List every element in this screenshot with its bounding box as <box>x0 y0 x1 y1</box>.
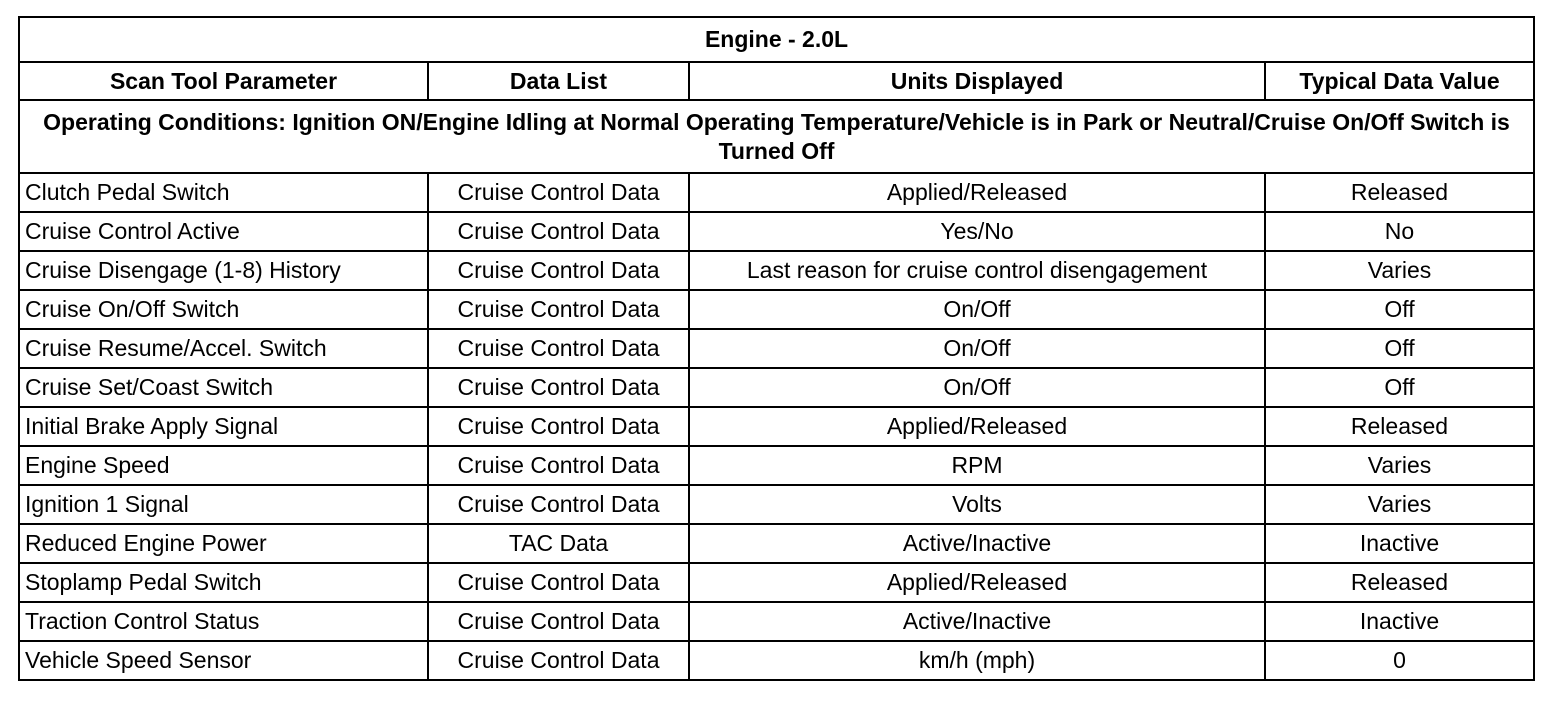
cell-parameter: Cruise Set/Coast Switch <box>19 368 428 407</box>
table-row <box>19 173 1534 212</box>
header-data-list: Data List <box>428 62 689 100</box>
cell-typical-value: Varies <box>1265 251 1534 290</box>
cell-units: Active/Inactive <box>689 602 1265 641</box>
cell-data-list: Cruise Control Data <box>428 368 689 407</box>
cell-data-list: Cruise Control Data <box>428 485 689 524</box>
cell-typical-value: Off <box>1265 368 1534 407</box>
operating-conditions-row <box>19 100 1534 173</box>
table-row <box>19 641 1534 680</box>
cell-units: On/Off <box>689 368 1265 407</box>
operating-conditions: Operating Conditions: Ignition ON/Engine Idling at Normal Operating Temperature/Vehicle is in Park or Neutral/Cruise On/Off Switch is Turned Off <box>19 100 1534 173</box>
cell-typical-value: Off <box>1265 290 1534 329</box>
cell-typical-value: No <box>1265 212 1534 251</box>
cell-units: Applied/Released <box>689 407 1265 446</box>
cell-typical-value: Released <box>1265 407 1534 446</box>
cell-parameter: Reduced Engine Power <box>19 524 428 563</box>
cell-data-list: Cruise Control Data <box>428 407 689 446</box>
cell-units: RPM <box>689 446 1265 485</box>
cell-parameter: Cruise Resume/Accel. Switch <box>19 329 428 368</box>
table-header-row <box>19 62 1534 100</box>
cell-typical-value: Released <box>1265 173 1534 212</box>
table-row <box>19 251 1534 290</box>
table-row <box>19 290 1534 329</box>
cell-parameter: Cruise Disengage (1-8) History <box>19 251 428 290</box>
cell-typical-value: Varies <box>1265 446 1534 485</box>
cell-typical-value: Released <box>1265 563 1534 602</box>
cell-units: Last reason for cruise control disengagement <box>689 251 1265 290</box>
scan-tool-data-document <box>18 16 1535 681</box>
header-scan-tool-parameter: Scan Tool Parameter <box>19 62 428 100</box>
cell-parameter: Clutch Pedal Switch <box>19 173 428 212</box>
cell-units: Applied/Released <box>689 173 1265 212</box>
cell-data-list: Cruise Control Data <box>428 602 689 641</box>
cell-parameter: Engine Speed <box>19 446 428 485</box>
cell-data-list: Cruise Control Data <box>428 212 689 251</box>
cell-typical-value: Varies <box>1265 485 1534 524</box>
table-row <box>19 446 1534 485</box>
cell-parameter: Traction Control Status <box>19 602 428 641</box>
scan-tool-data-table <box>18 16 1535 681</box>
cell-parameter: Cruise On/Off Switch <box>19 290 428 329</box>
cell-units: Applied/Released <box>689 563 1265 602</box>
cell-data-list: Cruise Control Data <box>428 173 689 212</box>
cell-data-list: Cruise Control Data <box>428 329 689 368</box>
cell-parameter: Stoplamp Pedal Switch <box>19 563 428 602</box>
cell-parameter: Vehicle Speed Sensor <box>19 641 428 680</box>
cell-units: On/Off <box>689 290 1265 329</box>
header-typical-data-value: Typical Data Value <box>1265 62 1534 100</box>
table-title: Engine - 2.0L <box>19 17 1534 62</box>
table-title-row <box>19 17 1534 62</box>
cell-data-list: Cruise Control Data <box>428 641 689 680</box>
cell-units: Volts <box>689 485 1265 524</box>
cell-units: On/Off <box>689 329 1265 368</box>
cell-units: km/h (mph) <box>689 641 1265 680</box>
cell-typical-value: Off <box>1265 329 1534 368</box>
table-row <box>19 602 1534 641</box>
table-row <box>19 563 1534 602</box>
table-row <box>19 485 1534 524</box>
cell-data-list: Cruise Control Data <box>428 446 689 485</box>
table-row <box>19 407 1534 446</box>
cell-typical-value: 0 <box>1265 641 1534 680</box>
table-row <box>19 212 1534 251</box>
cell-parameter: Ignition 1 Signal <box>19 485 428 524</box>
cell-data-list: Cruise Control Data <box>428 290 689 329</box>
table-row <box>19 524 1534 563</box>
table-row <box>19 368 1534 407</box>
cell-parameter: Cruise Control Active <box>19 212 428 251</box>
cell-typical-value: Inactive <box>1265 602 1534 641</box>
cell-typical-value: Inactive <box>1265 524 1534 563</box>
cell-data-list: TAC Data <box>428 524 689 563</box>
header-units-displayed: Units Displayed <box>689 62 1265 100</box>
table-row <box>19 329 1534 368</box>
cell-units: Yes/No <box>689 212 1265 251</box>
cell-parameter: Initial Brake Apply Signal <box>19 407 428 446</box>
cell-data-list: Cruise Control Data <box>428 251 689 290</box>
cell-units: Active/Inactive <box>689 524 1265 563</box>
cell-data-list: Cruise Control Data <box>428 563 689 602</box>
